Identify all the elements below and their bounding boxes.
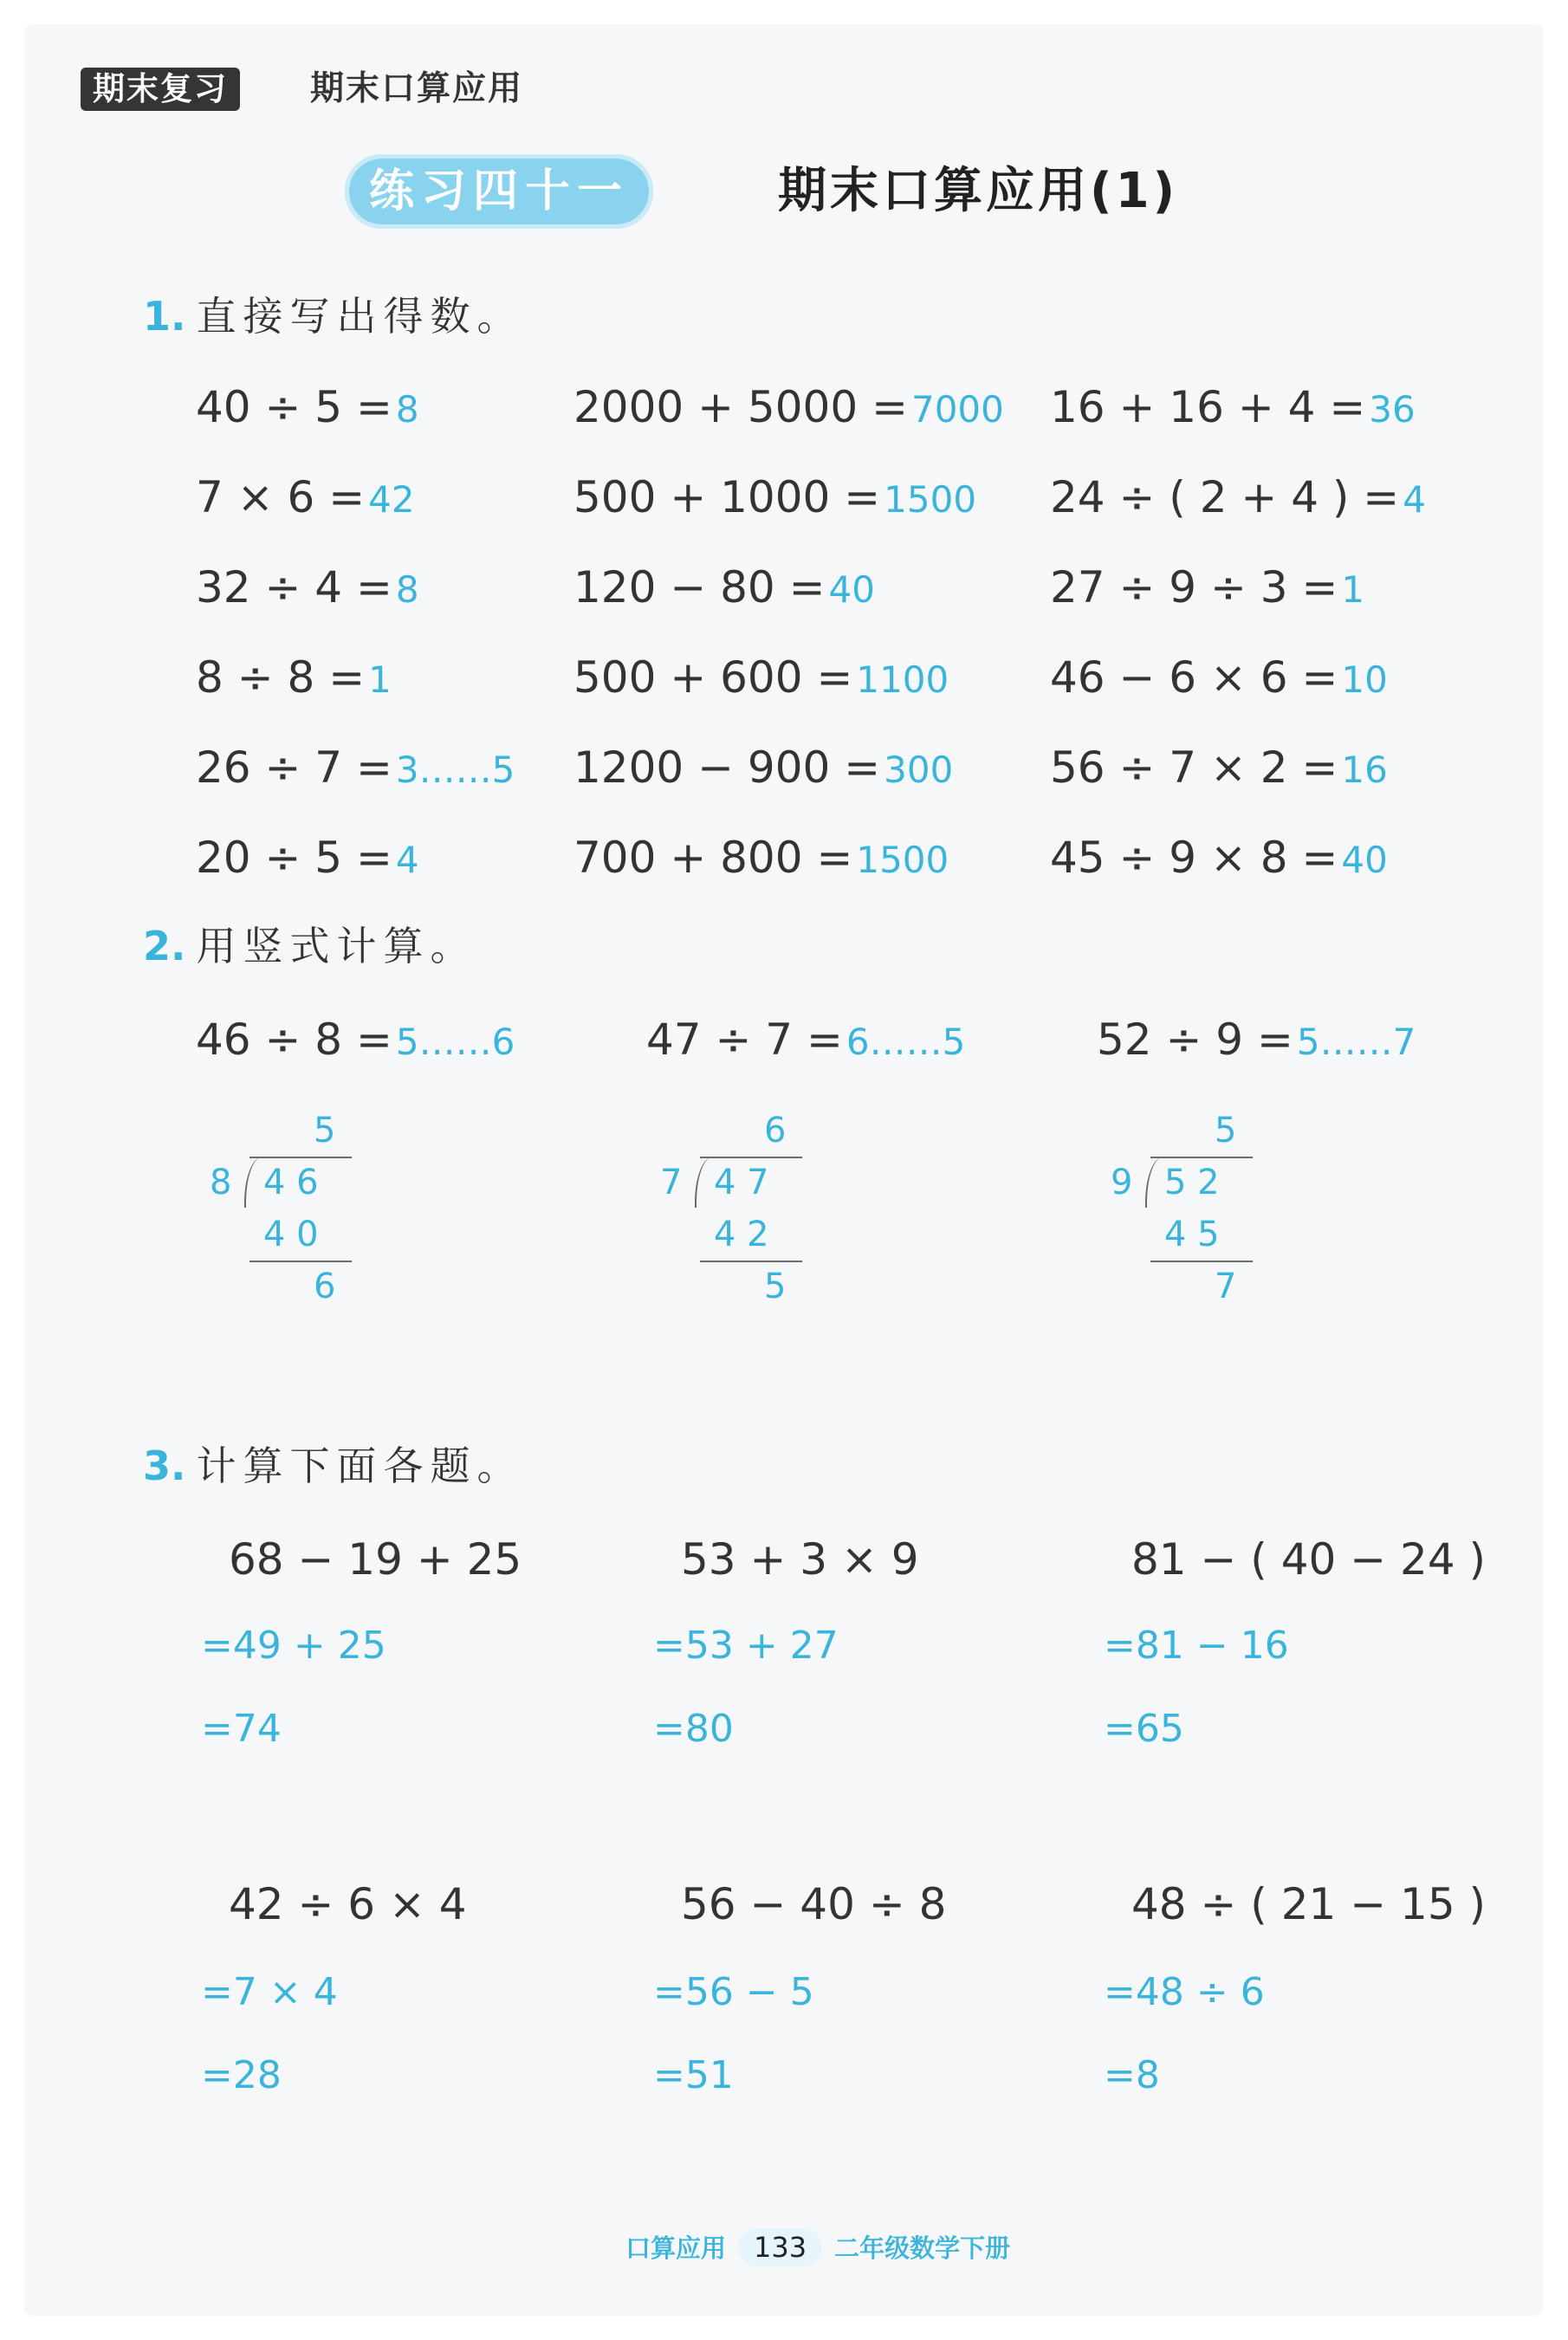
equation	[196, 651, 392, 706]
answer: 8	[395, 568, 419, 611]
answer: 8	[395, 388, 419, 431]
product: 4 0	[263, 1215, 319, 1254]
answer: 1	[1341, 568, 1365, 611]
equation	[196, 1014, 515, 1068]
question: 1200 − 900 =	[573, 742, 881, 793]
step-1: =7 × 4	[201, 1970, 338, 2014]
answer: 40	[1341, 839, 1388, 881]
step-1: =81 − 16	[1104, 1624, 1289, 1668]
equation	[646, 1014, 965, 1068]
equation	[573, 742, 953, 796]
question: 20 ÷ 5 =	[196, 833, 392, 883]
expression: 81 − ( 40 − 24 )	[1131, 1534, 1487, 1585]
answer: 1100	[856, 658, 949, 701]
expression: 42 ÷ 6 × 4	[229, 1879, 467, 1929]
section-1-heading	[143, 290, 523, 352]
divisor: 7	[660, 1163, 683, 1202]
answer: 1500	[856, 839, 949, 881]
answer: 4	[1403, 478, 1426, 521]
section-3-heading	[143, 1440, 523, 1501]
equation	[1050, 471, 1426, 526]
division-bracket	[1145, 1157, 1163, 1208]
section-number: 2.	[143, 923, 186, 969]
division-bracket	[695, 1157, 712, 1208]
long-division	[1107, 1105, 1263, 1321]
quotient: 5	[1215, 1111, 1237, 1151]
question: 24 ÷ ( 2 + 4 ) =	[1050, 472, 1400, 522]
question: 56 ÷ 7 × 2 =	[1050, 742, 1338, 793]
page-footer	[625, 2228, 1010, 2267]
division-bracket	[244, 1157, 262, 1208]
equation	[196, 742, 515, 796]
answer: 36	[1369, 388, 1416, 431]
section-number: 3.	[143, 1442, 186, 1489]
step-2: =28	[201, 2053, 282, 2097]
question: 47 ÷ 7 =	[646, 1014, 843, 1065]
remainder: 5	[764, 1267, 787, 1306]
question: 46 − 6 × 6 =	[1050, 652, 1338, 703]
question: 8 ÷ 8 =	[196, 652, 366, 703]
chapter-badge: 期末复习	[81, 68, 240, 111]
equation	[573, 561, 875, 616]
answer: 6……5	[846, 1021, 966, 1063]
footer-book-series: 口算应用	[625, 2233, 727, 2263]
step-2: =74	[201, 1707, 282, 1751]
equation	[1050, 832, 1388, 886]
equation	[196, 561, 419, 616]
section-2-heading	[143, 920, 476, 982]
chapter-title: 期末口算应用	[310, 69, 524, 108]
question: 2000 + 5000 =	[573, 382, 908, 432]
dividend: 4 6	[263, 1163, 319, 1202]
question: 40 ÷ 5 =	[196, 382, 392, 432]
subtraction-line	[249, 1261, 352, 1262]
long-division	[206, 1105, 362, 1321]
lesson-badge: 练习四十一	[345, 154, 653, 229]
question: 16 + 16 + 4 =	[1050, 382, 1366, 432]
dividend: 5 2	[1164, 1163, 1220, 1202]
equation	[1050, 651, 1388, 706]
divisor: 8	[210, 1163, 232, 1202]
question: 46 ÷ 8 =	[196, 1014, 392, 1065]
answer: 7000	[910, 388, 1004, 431]
equation	[196, 832, 419, 886]
equation	[573, 381, 1004, 436]
step-2: =65	[1104, 1707, 1184, 1751]
equation	[196, 471, 415, 526]
section-title: 直接写出得数。	[196, 293, 524, 340]
question: 27 ÷ 9 ÷ 3 =	[1050, 562, 1338, 613]
question: 500 + 600 =	[573, 652, 853, 703]
long-division	[657, 1105, 813, 1321]
question: 52 ÷ 9 =	[1097, 1014, 1293, 1065]
question: 120 − 80 =	[573, 562, 826, 613]
step-1: =56 − 5	[653, 1970, 814, 2014]
answer: 5……7	[1296, 1021, 1416, 1063]
subtraction-line	[1150, 1261, 1253, 1262]
section-number: 1.	[143, 293, 186, 340]
footer-grade-label: 二年级数学下册	[834, 2233, 1011, 2263]
expression: 53 + 3 × 9	[681, 1534, 919, 1585]
expression: 68 − 19 + 25	[229, 1534, 522, 1585]
dividend: 4 7	[714, 1163, 769, 1202]
equation	[196, 381, 419, 436]
product: 4 2	[714, 1215, 769, 1254]
answer: 16	[1341, 749, 1388, 791]
equation	[1050, 561, 1364, 616]
page-number: 133	[738, 2228, 822, 2266]
quotient: 5	[314, 1111, 336, 1151]
expression: 48 ÷ ( 21 − 15 )	[1131, 1879, 1487, 1929]
step-2: =80	[653, 1707, 734, 1751]
product: 4 5	[1164, 1215, 1220, 1254]
remainder: 7	[1215, 1267, 1237, 1306]
answer: 10	[1341, 658, 1388, 701]
lesson-title: 期末口算应用(1)	[778, 163, 1179, 219]
section-title: 用竖式计算。	[196, 923, 477, 969]
question: 7 × 6 =	[196, 472, 366, 522]
question: 500 + 1000 =	[573, 472, 881, 522]
equation	[1097, 1014, 1416, 1068]
question: 700 + 800 =	[573, 833, 853, 883]
question: 32 ÷ 4 =	[196, 562, 392, 613]
quotient: 6	[764, 1111, 787, 1151]
question: 26 ÷ 7 =	[196, 742, 392, 793]
equation	[573, 471, 976, 526]
answer: 42	[368, 478, 415, 521]
equation	[573, 832, 949, 886]
answer: 3……5	[395, 749, 515, 791]
question: 45 ÷ 9 × 8 =	[1050, 833, 1338, 883]
step-2: =51	[653, 2053, 734, 2097]
divisor: 9	[1111, 1163, 1133, 1202]
remainder: 6	[314, 1267, 336, 1306]
answer: 5……6	[395, 1021, 515, 1063]
step-1: =48 ÷ 6	[1104, 1970, 1265, 2014]
answer: 1	[368, 658, 392, 701]
answer: 300	[884, 749, 954, 791]
expression: 56 − 40 ÷ 8	[681, 1879, 947, 1929]
step-1: =53 + 27	[653, 1624, 839, 1668]
answer: 1500	[884, 478, 977, 521]
answer: 4	[395, 839, 419, 881]
equation	[573, 651, 949, 706]
equation	[1050, 742, 1388, 796]
equation	[1050, 381, 1416, 436]
subtraction-line	[700, 1261, 802, 1262]
step-1: =49 + 25	[201, 1624, 386, 1668]
answer: 40	[828, 568, 875, 611]
section-title: 计算下面各题。	[196, 1442, 524, 1489]
step-2: =8	[1104, 2053, 1160, 2097]
